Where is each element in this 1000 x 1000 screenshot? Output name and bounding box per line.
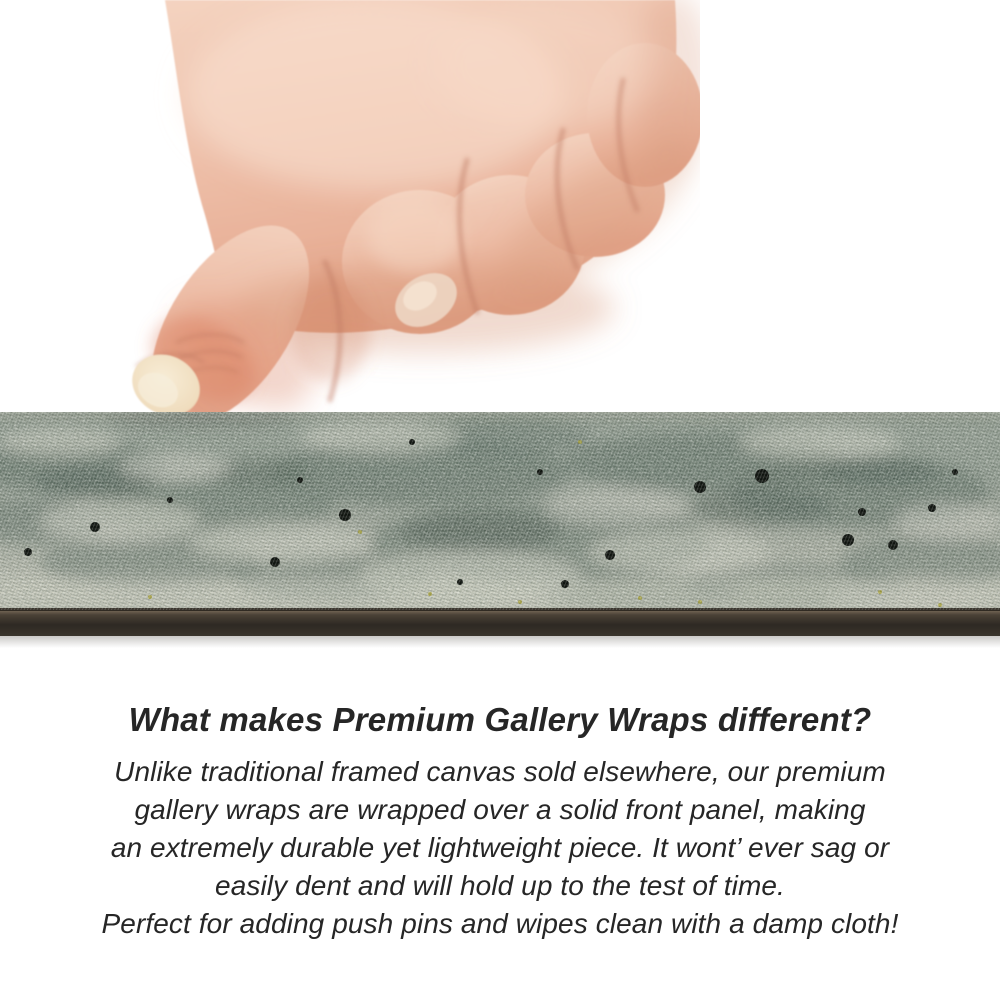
caption-heading: What makes Premium Gallery Wraps different?	[128, 701, 872, 738]
caption-line-3: an extremely durable yet lightweight piece. It wont’ ever sag or	[110, 832, 890, 863]
hand-pressing-thumb-illustration	[125, 0, 700, 430]
canvas-strip-shadow	[0, 636, 1000, 648]
caption-line-2: gallery wraps are wrapped over a solid front panel, making	[134, 794, 866, 825]
caption-line-4: easily dent and will hold up to the test of time.	[215, 870, 785, 901]
caption-line-5: Perfect for adding push pins and wipes clean with a damp cloth!	[101, 908, 899, 939]
canvas-panel-dark-edge	[0, 608, 1000, 636]
caption-line-1: Unlike traditional framed canvas sold elsewhere, our premium	[114, 756, 886, 787]
caption-body	[0, 753, 1000, 943]
canvas-weave-texture	[0, 412, 1000, 610]
canvas-edge-strip	[0, 412, 1000, 636]
caption-block	[0, 699, 1000, 943]
